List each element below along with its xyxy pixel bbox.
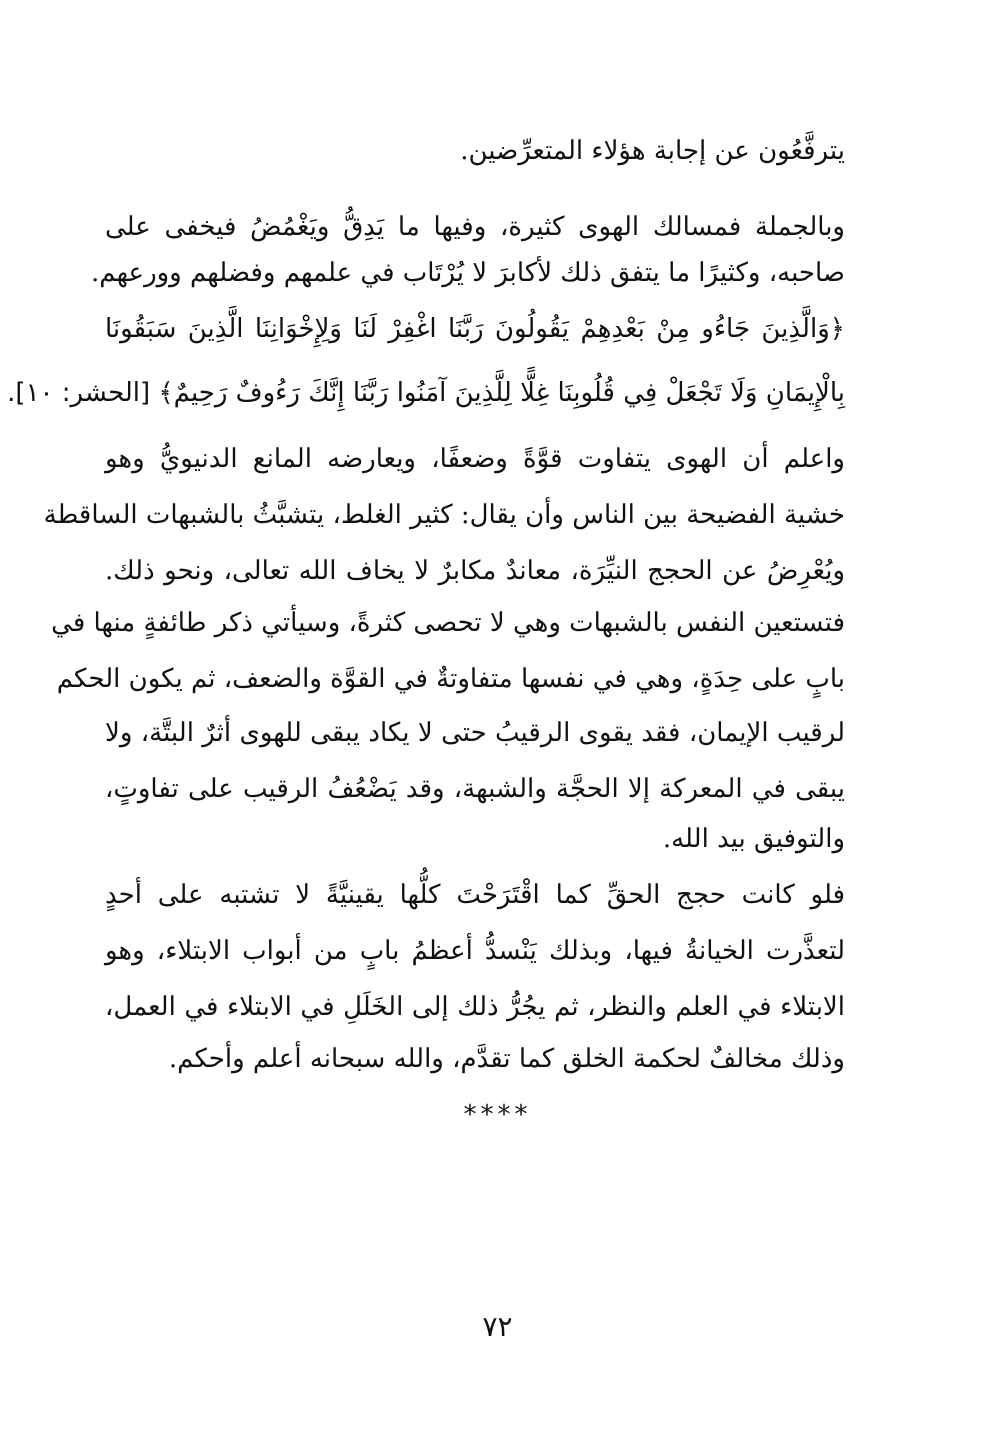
text-line: ويُعْرِضُ عن الحجج النيِّرَة، معاندٌ مكابرٌ لا يخاف الله تعالى، ونحو ذلك. [105, 556, 845, 586]
text-line: يبقى في المعركة إلا الحجَّة والشبهة، وقد يَضْعُفُ الرقيب على تفاوتٍ، [105, 774, 845, 804]
text-line: وبالجملة فمسالك الهوى كثيرة، وفيها ما يَدِقُّ ويَغْمُضُ فيخفى على [105, 212, 845, 242]
quran-verse-line: بِالْإِيمَانِ وَلَا تَجْعَلْ فِي قُلُوبِنَا غِلًّا لِلَّذِينَ آمَنُوا رَبَّنَا إِنَّكَ رَءُوفٌ رَحِيمٌ﴾ [الحشر: ١٠]. [7, 378, 845, 408]
text-line: واعلم أن الهوى يتفاوت قوَّةً وضعفًا، ويعارضه المانع الدنيويُّ وهو [105, 444, 845, 474]
text-line: الابتلاء في العلم والنظر، ثم يجُرُّ ذلك إلى الخَلَلِ في الابتلاء في العمل، [105, 992, 845, 1022]
quran-verse-line: ﴿وَالَّذِينَ جَاءُو مِنْ بَعْدِهِمْ يَقُولُونَ رَبَّنَا اغْفِرْ لَنَا وَلِإِخْوَانِنَا الَّذِينَ سَبَقُونَا [105, 314, 845, 344]
text-line: يترفَّعُون عن إجابة هؤلاء المتعرِّضين. [460, 136, 845, 166]
text-line: بابٍ على حِدَةٍ، وهي في نفسها متفاوتةٌ في القوَّة والضعف، ثم يكون الحكم [56, 664, 845, 694]
section-separator: **** [463, 1100, 532, 1130]
page-number: ٧٢ [482, 1310, 513, 1343]
text-line: صاحبه، وكثيرًا ما يتفق ذلك لأكابرَ لا يُرْتَاب في علمهم وفضلهم وورعهم. [91, 258, 845, 288]
text-line: فلو كانت حجج الحقِّ كما اقْتَرَحْتَ كلُّها يقينيَّةً لا تشتبه على أحدٍ [105, 880, 845, 910]
text-line: فتستعين النفس بالشبهات وهي لا تحصى كثرةً، وسيأتي ذكر طائفةٍ منها في [51, 608, 845, 638]
text-line: خشية الفضيحة بين الناس وأن يقال: كثير الغلط، يتشبَّثُ بالشبهات الساقطة [43, 500, 845, 530]
text-line: لتعذَّرت الخيانةُ فيها، وبذلك يَنْسدُّ أعظمُ بابٍ من أبواب الابتلاء، وهو [105, 936, 845, 966]
text-line: والتوفيق بيد الله. [662, 824, 845, 854]
text-line: لرقيب الإيمان، فقد يقوى الرقيبُ حتى لا يكاد يبقى للهوى أثرٌ البتَّة، ولا [105, 718, 845, 748]
text-line: وذلك مخالفٌ لحكمة الخلق كما تقدَّم، والله سبحانه أعلم وأحكم. [168, 1044, 845, 1074]
